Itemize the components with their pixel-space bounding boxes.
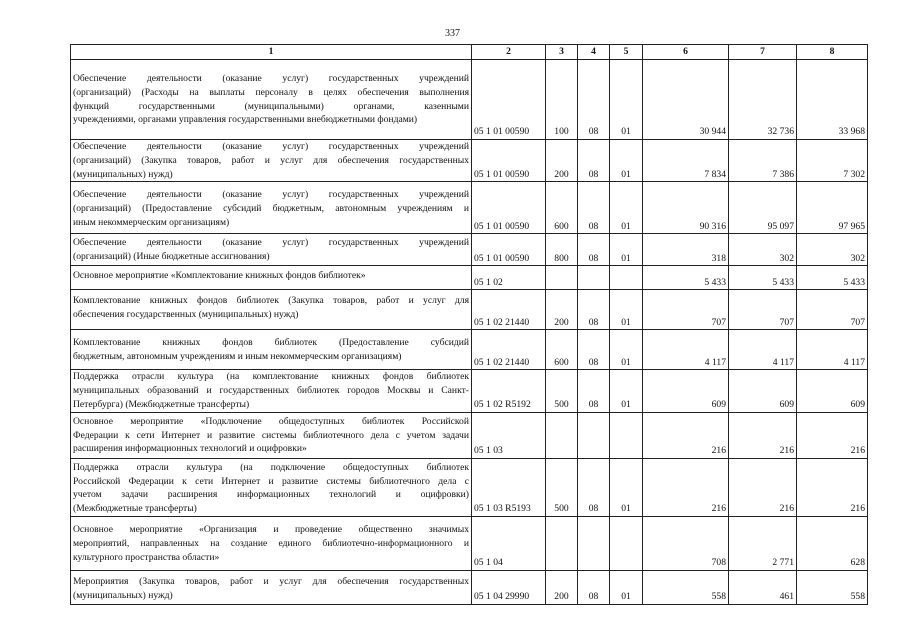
table-row bbox=[71, 570, 868, 604]
amount-1-cell: 609 bbox=[643, 370, 729, 412]
description-line: культурного пространства области» bbox=[73, 551, 220, 563]
description-line: мероприятий, направленных на создание единого библиотечно-информационного и bbox=[73, 537, 469, 549]
description-line: Российской Федерации к сети Интернет и развитие системы библиотечного дела с bbox=[73, 475, 469, 487]
expense-type-cell bbox=[546, 412, 578, 458]
description-line: Основное мероприятие «Комплектование книжных фондов библиотек» bbox=[73, 270, 366, 282]
description-cell bbox=[71, 370, 472, 412]
code-cell: 05 1 01 00590 bbox=[472, 60, 546, 140]
code-cell: 05 1 03 R5193 bbox=[472, 458, 546, 516]
description-cell bbox=[71, 516, 472, 570]
subsection-cell bbox=[610, 516, 643, 570]
description-cell bbox=[71, 140, 472, 182]
section-cell: 08 bbox=[578, 458, 610, 516]
description-line: Петербурга) (Межбюджетные трансферты) bbox=[73, 398, 250, 410]
table-row bbox=[71, 516, 868, 570]
amount-1-cell: 90 316 bbox=[643, 182, 729, 234]
section-cell: 08 bbox=[578, 570, 610, 604]
col-header-amount-3: 8 bbox=[797, 45, 868, 60]
subsection-cell bbox=[610, 412, 643, 458]
description-line: муниципальных образований и государственных библиотек городов Москвы и Санкт- bbox=[73, 385, 469, 397]
subsection-cell: 01 bbox=[610, 458, 643, 516]
col-header-amount-1: 6 bbox=[643, 45, 729, 60]
amount-2-cell: 4 117 bbox=[729, 330, 797, 370]
section-cell: 08 bbox=[578, 290, 610, 330]
amount-3-cell: 216 bbox=[797, 412, 868, 458]
amount-2-cell: 5 433 bbox=[729, 266, 797, 290]
code-cell: 05 1 04 bbox=[472, 516, 546, 570]
expense-type-cell: 500 bbox=[546, 370, 578, 412]
description-line: бюджетным, автономным учреждениям и иным некоммерческим организациям) bbox=[73, 351, 402, 363]
subsection-cell: 01 bbox=[610, 60, 643, 140]
description-line: (организаций) (Предоставление субсидий бюджетным, автономным учреждениям и bbox=[73, 203, 469, 215]
description-line: Обеспечение деятельности (оказание услуг) государственных учреждений bbox=[73, 73, 469, 84]
expense-type-cell: 200 bbox=[546, 570, 578, 604]
amount-3-cell: 7 302 bbox=[797, 140, 868, 182]
amount-1-cell: 216 bbox=[643, 458, 729, 516]
col-header-description: 1 bbox=[71, 45, 472, 60]
description-line: Поддержка отрасли культура (на комплектование книжных фондов библиотек bbox=[73, 371, 469, 383]
amount-3-cell: 5 433 bbox=[797, 266, 868, 290]
amount-2-cell: 707 bbox=[729, 290, 797, 330]
section-cell: 08 bbox=[578, 182, 610, 234]
col-header-section: 4 bbox=[578, 45, 610, 60]
description-line: учреждениями, органами управления государственными внебюджетными фондами) bbox=[73, 114, 418, 126]
table-row bbox=[71, 458, 868, 516]
description-line: Федерации к сети Интернет и развитие системы библиотечного дела с учетом задачи bbox=[73, 429, 469, 441]
section-cell: 08 bbox=[578, 60, 610, 140]
description-line: Мероприятия (Закупка товаров, работ и услуг для обеспечения государственных bbox=[73, 575, 469, 587]
description-cell bbox=[71, 570, 472, 604]
amount-3-cell: 558 bbox=[797, 570, 868, 604]
page-number: 337 bbox=[445, 28, 460, 39]
subsection-cell: 01 bbox=[610, 182, 643, 234]
code-cell: 05 1 01 00590 bbox=[472, 182, 546, 234]
expense-type-cell: 100 bbox=[546, 60, 578, 140]
amount-3-cell: 302 bbox=[797, 234, 868, 266]
description-cell bbox=[71, 266, 472, 290]
description-line: Комплектование книжных фондов библиотек (Закупка товаров, работ и услуг для bbox=[73, 295, 469, 307]
amount-1-cell: 708 bbox=[643, 516, 729, 570]
subsection-cell: 01 bbox=[610, 330, 643, 370]
table-body bbox=[71, 60, 868, 605]
amount-3-cell: 216 bbox=[797, 458, 868, 516]
table-row bbox=[71, 412, 868, 458]
table-row bbox=[71, 234, 868, 266]
section-cell bbox=[578, 412, 610, 458]
amount-2-cell: 609 bbox=[729, 370, 797, 412]
expense-type-cell: 800 bbox=[546, 234, 578, 266]
amount-1-cell: 707 bbox=[643, 290, 729, 330]
section-cell bbox=[578, 266, 610, 290]
description-line: обеспечения государственных (муниципальных) нужд) bbox=[73, 309, 299, 321]
table-row bbox=[71, 370, 868, 412]
description-cell bbox=[71, 330, 472, 370]
description-cell bbox=[71, 412, 472, 458]
description-line: Основное мероприятие «Организация и проведение общественно значимых bbox=[73, 523, 469, 535]
amount-1-cell: 30 944 bbox=[643, 60, 729, 140]
amount-1-cell: 4 117 bbox=[643, 330, 729, 370]
description-line: учетом задачи расширения информационных технологий и оцифровки) bbox=[73, 489, 469, 501]
description-line: Поддержка отрасли культура (на подключение общедоступных библиотек bbox=[73, 461, 469, 473]
amount-2-cell: 2 771 bbox=[729, 516, 797, 570]
subsection-cell: 01 bbox=[610, 570, 643, 604]
amount-1-cell: 558 bbox=[643, 570, 729, 604]
code-cell: 05 1 02 R5192 bbox=[472, 370, 546, 412]
header-row bbox=[71, 45, 868, 60]
col-header-subsection: 5 bbox=[610, 45, 643, 60]
subsection-cell bbox=[610, 266, 643, 290]
amount-3-cell: 97 965 bbox=[797, 182, 868, 234]
code-cell: 05 1 01 00590 bbox=[472, 234, 546, 266]
code-cell: 05 1 02 21440 bbox=[472, 330, 546, 370]
table-row bbox=[71, 266, 868, 290]
table-row bbox=[71, 290, 868, 330]
section-cell: 08 bbox=[578, 370, 610, 412]
section-cell bbox=[578, 516, 610, 570]
amount-2-cell: 216 bbox=[729, 458, 797, 516]
description-line: иным некоммерческим организациям) bbox=[73, 216, 230, 228]
description-line: (организаций) (Расходы на выплаты персоналу в целях обеспечения выполнения bbox=[73, 86, 469, 98]
table-row bbox=[71, 140, 868, 182]
description-cell bbox=[71, 182, 472, 234]
amount-1-cell: 318 bbox=[643, 234, 729, 266]
description-line: (муниципальных) нужд) bbox=[73, 168, 173, 180]
description-line: Основное мероприятие «Подключение общедоступных библиотек Российской bbox=[73, 415, 469, 427]
code-cell: 05 1 02 21440 bbox=[472, 290, 546, 330]
budget-table bbox=[70, 44, 868, 605]
description-cell bbox=[71, 234, 472, 266]
expense-type-cell: 200 bbox=[546, 140, 578, 182]
subsection-cell: 01 bbox=[610, 290, 643, 330]
col-header-amount-2: 7 bbox=[729, 45, 797, 60]
code-cell: 05 1 02 bbox=[472, 266, 546, 290]
amount-3-cell: 33 968 bbox=[797, 60, 868, 140]
code-cell: 05 1 01 00590 bbox=[472, 140, 546, 182]
amount-2-cell: 302 bbox=[729, 234, 797, 266]
amount-1-cell: 5 433 bbox=[643, 266, 729, 290]
amount-2-cell: 95 097 bbox=[729, 182, 797, 234]
amount-2-cell: 7 386 bbox=[729, 140, 797, 182]
subsection-cell: 01 bbox=[610, 140, 643, 182]
description-line: Обеспечение деятельности (оказание услуг) государственных учреждений bbox=[73, 141, 469, 152]
subsection-cell: 01 bbox=[610, 234, 643, 266]
description-line: (организаций) (Закупка товаров, работ и услуг для обеспечения государственных bbox=[73, 154, 469, 166]
description-line: (Межбюджетные трансферты) bbox=[73, 503, 197, 515]
amount-3-cell: 628 bbox=[797, 516, 868, 570]
description-line: Обеспечение деятельности (оказание услуг) государственных учреждений bbox=[73, 237, 469, 249]
section-cell: 08 bbox=[578, 140, 610, 182]
amount-2-cell: 216 bbox=[729, 412, 797, 458]
subsection-cell: 01 bbox=[610, 370, 643, 412]
amount-3-cell: 707 bbox=[797, 290, 868, 330]
description-line: Обеспечение деятельности (оказание услуг) государственных учреждений bbox=[73, 189, 469, 201]
description-line: (муниципальных) нужд) bbox=[73, 589, 173, 601]
code-cell: 05 1 03 bbox=[472, 412, 546, 458]
description-line: функций государственными (муниципальными) органами, казенными bbox=[73, 100, 469, 112]
amount-1-cell: 216 bbox=[643, 412, 729, 458]
amount-3-cell: 609 bbox=[797, 370, 868, 412]
section-cell: 08 bbox=[578, 330, 610, 370]
expense-type-cell: 200 bbox=[546, 290, 578, 330]
expense-type-cell bbox=[546, 266, 578, 290]
expense-type-cell: 600 bbox=[546, 182, 578, 234]
expense-type-cell bbox=[546, 516, 578, 570]
description-cell bbox=[71, 458, 472, 516]
amount-2-cell: 32 736 bbox=[729, 60, 797, 140]
section-cell: 08 bbox=[578, 234, 610, 266]
col-header-expense-type: 3 bbox=[546, 45, 578, 60]
description-line: Комплектование книжных фондов библиотек (Предоставление субсидий bbox=[73, 337, 469, 349]
code-cell: 05 1 04 29990 bbox=[472, 570, 546, 604]
description-cell bbox=[71, 60, 472, 140]
expense-type-cell: 600 bbox=[546, 330, 578, 370]
description-cell bbox=[71, 290, 472, 330]
amount-3-cell: 4 117 bbox=[797, 330, 868, 370]
table-row bbox=[71, 182, 868, 234]
amount-1-cell: 7 834 bbox=[643, 140, 729, 182]
table-row bbox=[71, 330, 868, 370]
expense-type-cell: 500 bbox=[546, 458, 578, 516]
amount-2-cell: 461 bbox=[729, 570, 797, 604]
description-line: (организаций) (Иные бюджетные ассигнования) bbox=[73, 251, 270, 263]
description-line: расширения информационных технологий и оцифровки» bbox=[73, 443, 307, 455]
col-header-code: 2 bbox=[472, 45, 546, 60]
table-row bbox=[71, 60, 868, 140]
